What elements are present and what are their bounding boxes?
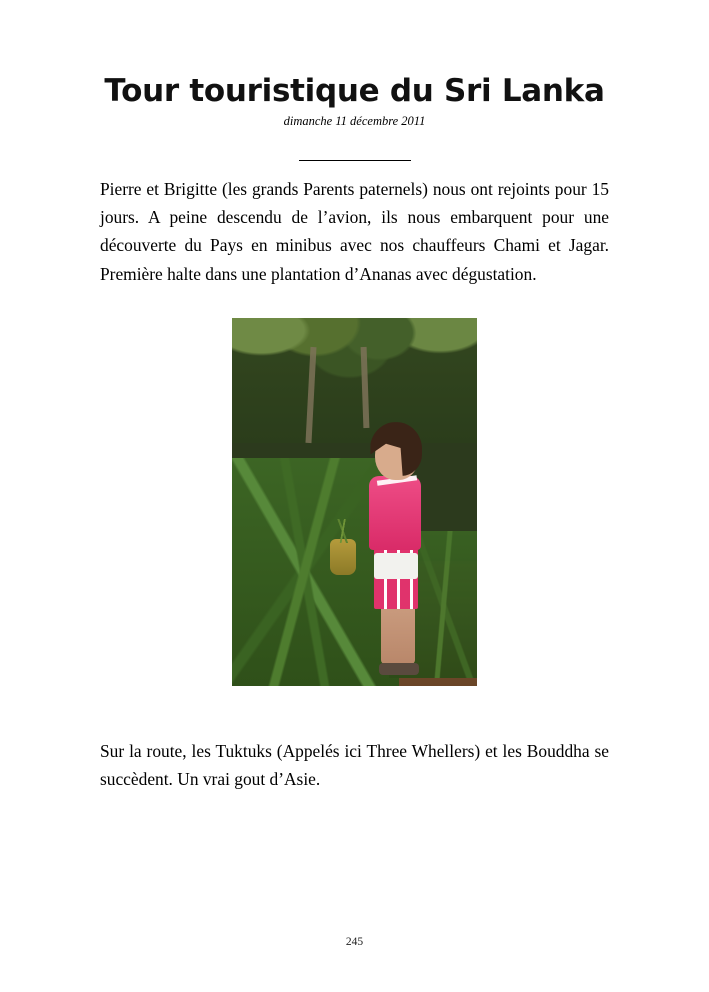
photo-child-tshirt bbox=[369, 476, 421, 550]
page-subtitle-date: dimanche 11 décembre 2011 bbox=[283, 114, 426, 129]
divider bbox=[100, 151, 609, 165]
page-title: Tour touristique du Sri Lanka bbox=[104, 73, 605, 109]
figure-block bbox=[100, 318, 609, 691]
horizontal-rule-icon bbox=[299, 159, 411, 161]
body-paragraph-2: Sur la route, les Tuktuks (Appelés ici Three Whellers) et les Bouddha se succèdent. Un vrai gout d’Asie. bbox=[100, 740, 609, 790]
body-paragraph-1: Pierre et Brigitte (les grands Parents paternels) nous ont rejoints pour 15 jours. A peine descendu de l’avion, ils nous embarquent pour une découverte du Pays en minibus avec nos chauffeurs Chami et Jagar. Première halte dans une plantation d’Ananas avec dégustation. bbox=[100, 179, 609, 284]
photo-child-undershirt bbox=[374, 553, 418, 579]
page-number: 245 bbox=[345, 936, 364, 948]
photo-canopy-layer bbox=[232, 318, 477, 443]
photo-child-sandal bbox=[379, 663, 419, 675]
photo-pineapple-plantation bbox=[232, 318, 477, 686]
photo-pineapple-fruit bbox=[330, 539, 356, 575]
